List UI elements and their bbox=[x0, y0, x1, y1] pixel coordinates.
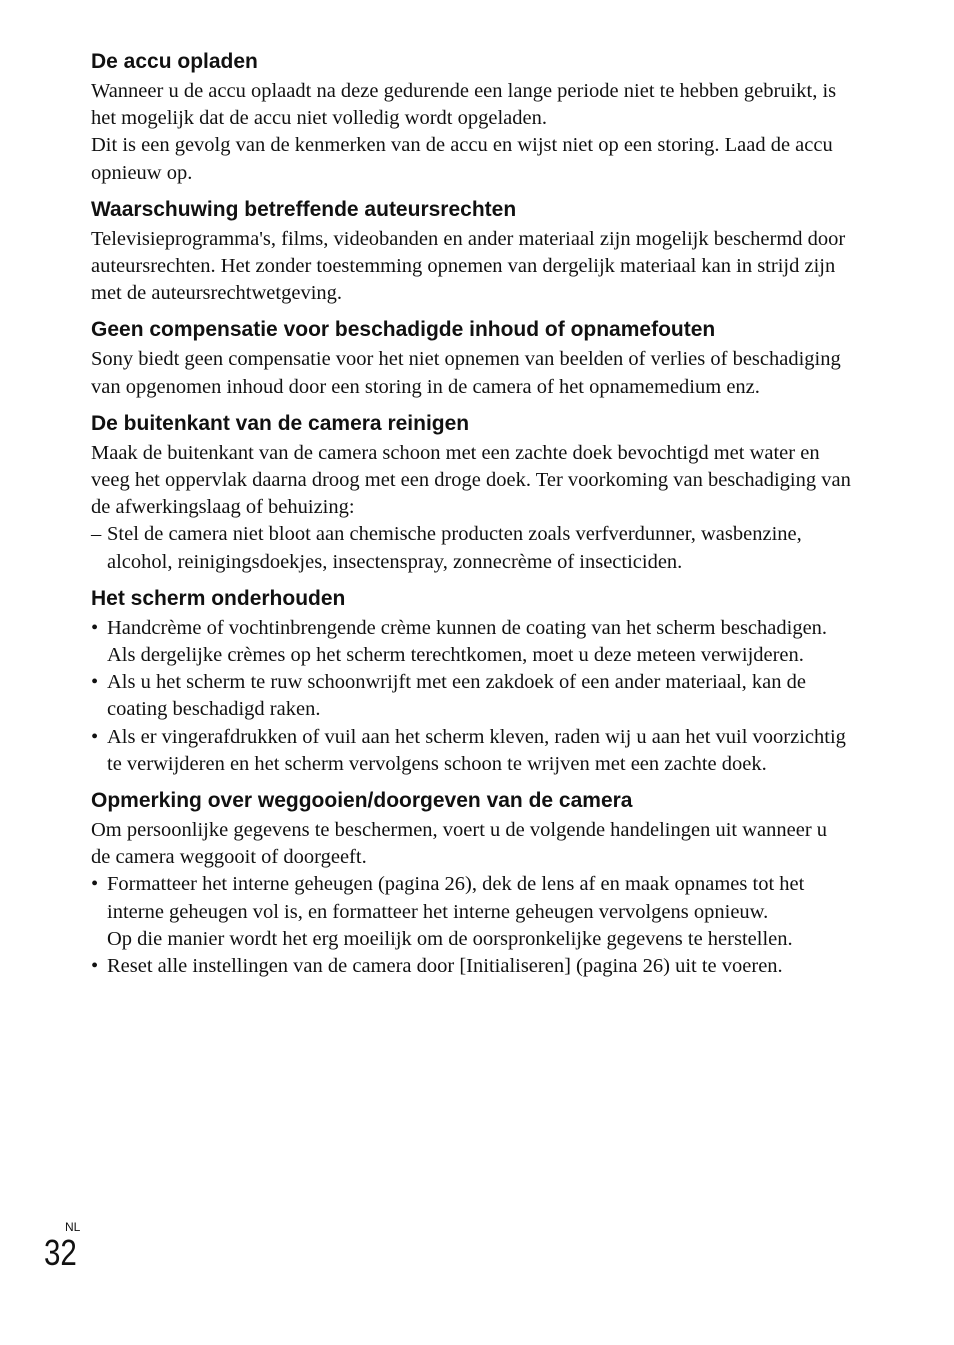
section-copyright bbox=[91, 196, 851, 308]
list-item-text: Stel de camera niet bloot aan chemische producten zoals verfverdunner, wasbenzine, alcohol, reinigingsdoekjes, insectenspray, zonnecrème of insecticiden. bbox=[107, 523, 802, 573]
section-disposal bbox=[91, 787, 851, 980]
page-content bbox=[91, 48, 851, 980]
bullet-marker: • bbox=[91, 671, 99, 694]
section-heading: Het scherm onderhouden bbox=[91, 586, 346, 610]
paragraph: Sony biedt geen compensatie voor het niet opnemen van beelden of verlies of beschadiging van opgenomen inhoud door een storing in de camera of het opnamemedium enz. bbox=[91, 348, 841, 398]
paragraph: Dit is een gevolg van de kenmerken van de accu en wijst niet op een storing. Laad de accu opnieuw op. bbox=[91, 134, 833, 184]
list-item-text: Op die manier wordt het erg moeilijk om de oorspronkelijke gegevens te herstellen. bbox=[107, 927, 793, 950]
dash-marker: – bbox=[91, 523, 102, 546]
bullet-marker: • bbox=[91, 616, 99, 639]
list-item bbox=[91, 615, 851, 669]
section-charging bbox=[91, 48, 851, 187]
list-item bbox=[91, 953, 851, 980]
section-heading: De accu opladen bbox=[91, 50, 258, 73]
list-item bbox=[91, 871, 851, 953]
page-number: 32 bbox=[44, 1232, 77, 1273]
bullet-list bbox=[91, 615, 851, 778]
bullet-marker: • bbox=[91, 955, 99, 978]
section-compensation bbox=[91, 316, 851, 400]
section-heading: Waarschuwing betreffende auteursrechten bbox=[91, 197, 517, 221]
list-item bbox=[91, 669, 851, 723]
dash-list bbox=[91, 521, 851, 575]
list-item-text: Reset alle instellingen van de camera door [Initialiseren] (pagina 26) uit te voeren. bbox=[107, 955, 783, 978]
list-item-text: Als er vingerafdrukken of vuil aan het scherm kleven, raden wij u aan het vuil voorzichtig te verwijderen en het scherm vervolgens schoon te wrijven met een zachte doek. bbox=[107, 725, 846, 775]
bullet-marker: • bbox=[91, 873, 99, 896]
bullet-list bbox=[91, 871, 851, 980]
paragraph: Maak de buitenkant van de camera schoon met een zachte doek bevochtigd met water en veeg het oppervlak daarna droog met een droge doek. Ter voorkoming van beschadiging van de afwerkingslaag of behuizing: bbox=[91, 441, 851, 519]
paragraph: Wanneer u de accu oplaadt na deze gedurende een lange periode niet te hebben gebruikt, is het mogelijk dat de accu niet volledig wordt opgeladen. bbox=[91, 80, 837, 130]
list-item bbox=[91, 724, 851, 778]
language-tag: NL bbox=[65, 1220, 81, 1234]
list-item-text: Als u het scherm te ruw schoonwrijft met een zakdoek of een ander materiaal, kan de coating beschadigd raken. bbox=[107, 671, 807, 721]
list-item-text: Formatteer het interne geheugen (pagina 26), dek de lens af en maak opnames tot het interne geheugen vol is, en formatteer het interne geheugen vervolgens opnieuw. bbox=[107, 873, 805, 923]
section-screen bbox=[91, 585, 851, 778]
section-heading: De buitenkant van de camera reinigen bbox=[91, 411, 470, 435]
paragraph: Televisieprogramma's, films, videobanden en ander materiaal zijn mogelijk beschermd door auteursrechten. Het zonder toestemming opnemen van dergelijk materiaal kan in strijd zijn met de auteursrechtwetgeving. bbox=[91, 227, 846, 305]
section-heading: Geen compensatie voor beschadigde inhoud of opnamefouten bbox=[91, 318, 716, 342]
list-item bbox=[91, 521, 851, 575]
section-heading: Opmerking over weggooien/doorgeven van de camera bbox=[91, 789, 633, 813]
bullet-marker: • bbox=[91, 725, 99, 748]
list-item-text: Handcrème of vochtinbrengende crème kunnen de coating van het scherm beschadigen. Als dergelijke crèmes op het scherm terechtkomen, moet u deze meteen verwijderen. bbox=[107, 616, 828, 667]
section-cleaning bbox=[91, 410, 851, 576]
paragraph: Om persoonlijke gegevens te beschermen, voert u de volgende handelingen uit wanneer u de camera weggooit of doorgeeft. bbox=[91, 819, 828, 869]
